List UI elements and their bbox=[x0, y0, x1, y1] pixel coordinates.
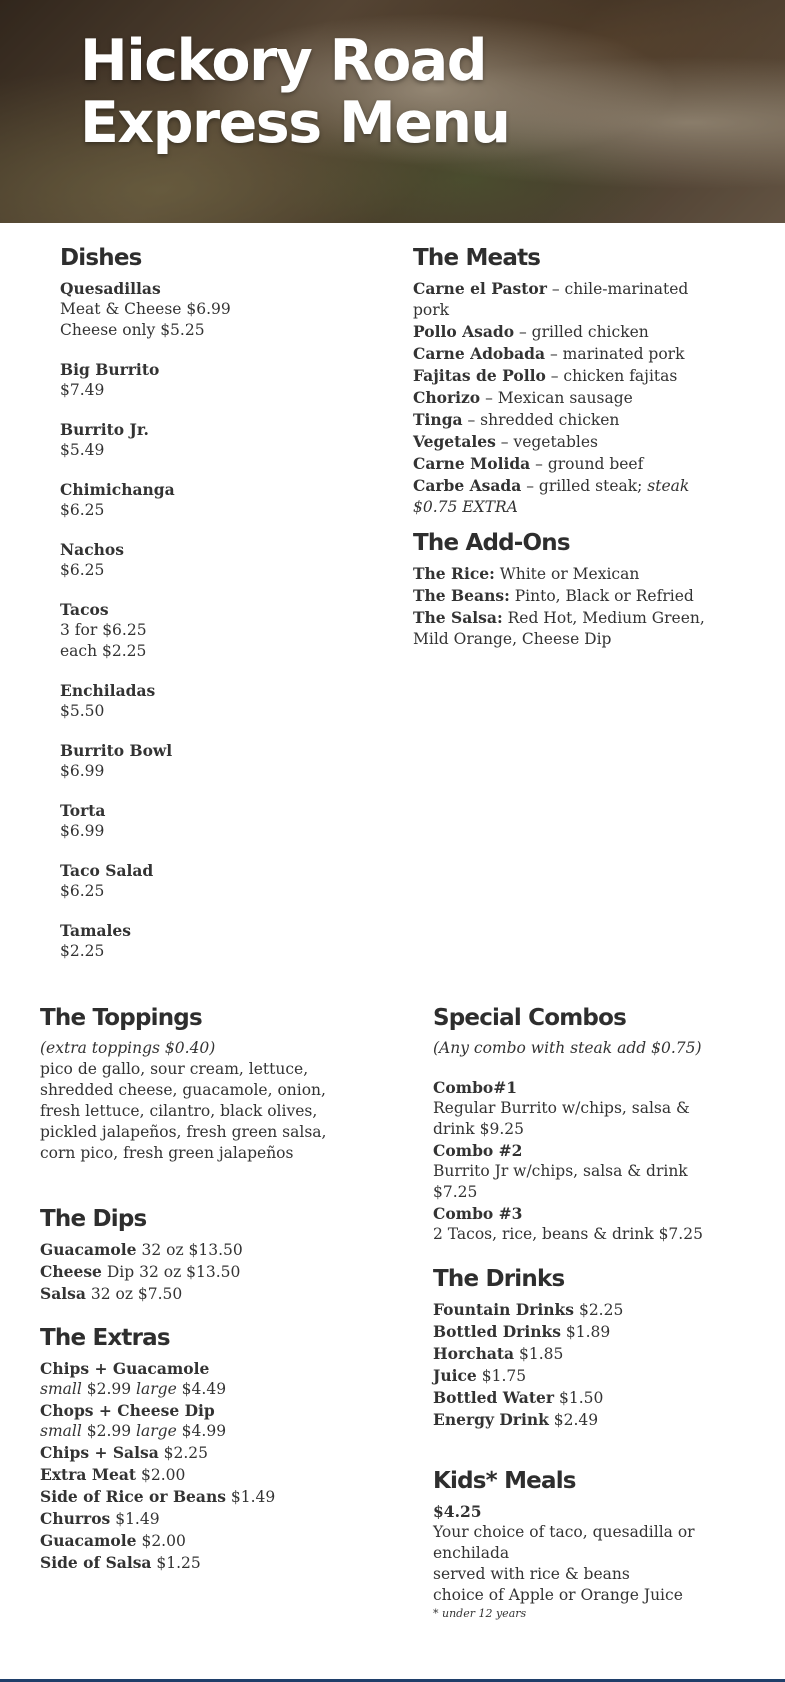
meat-name: Carbe Asada bbox=[413, 476, 522, 495]
meat-item bbox=[413, 387, 728, 409]
drink-name: Bottled Drinks bbox=[433, 1322, 561, 1341]
extras-heading: The Extras bbox=[40, 1325, 170, 1351]
meat-desc: – grilled chicken bbox=[514, 323, 649, 341]
drink-item bbox=[433, 1299, 733, 1321]
addon-desc: Pinto, Black or Refried bbox=[509, 587, 694, 605]
meat-name: Chorizo bbox=[413, 388, 481, 407]
extras-chips-guac-name: Chips + Guacamole bbox=[40, 1359, 210, 1378]
combos-heading: Special Combos bbox=[433, 1005, 626, 1031]
dip-desc: 32 oz $7.50 bbox=[85, 1285, 183, 1303]
drink-name: Horchata bbox=[433, 1344, 515, 1363]
combos-note: (Any combo with steak add $0.75) bbox=[433, 1039, 702, 1057]
meat-desc: – chicken fajitas bbox=[545, 367, 678, 385]
kids-lines bbox=[433, 1522, 733, 1606]
dish-name: Big Burrito bbox=[60, 360, 160, 379]
dip-desc: Dip 32 oz $13.50 bbox=[101, 1263, 241, 1281]
dish-price: $6.25 bbox=[60, 561, 105, 579]
dish-price: $6.99 bbox=[60, 822, 105, 840]
meats-heading: The Meats bbox=[413, 245, 541, 271]
meat-desc: – vegetables bbox=[495, 433, 598, 451]
drink-item bbox=[433, 1321, 733, 1343]
meat-item bbox=[413, 409, 728, 431]
drink-item bbox=[433, 1343, 733, 1365]
dish-name: Taco Salad bbox=[60, 861, 154, 880]
dish-price: $6.25 bbox=[60, 882, 105, 900]
meat-item bbox=[413, 365, 728, 387]
dish-item bbox=[60, 599, 380, 662]
extra-name: Churros bbox=[40, 1509, 111, 1528]
addon-desc: White or Mexican bbox=[494, 565, 640, 583]
dish-name: Chimichanga bbox=[60, 480, 175, 499]
meat-item bbox=[413, 343, 728, 365]
meats-section bbox=[413, 244, 728, 518]
combos-section bbox=[433, 1004, 733, 1245]
dish-name: Burrito Jr. bbox=[60, 420, 149, 439]
meat-desc: – chile-marinated pork bbox=[413, 280, 689, 319]
dish-price: each $2.25 bbox=[60, 642, 147, 660]
extra-name: Guacamole bbox=[40, 1531, 137, 1550]
drink-name: Energy Drink bbox=[433, 1410, 549, 1429]
kids-footnote: * under 12 years bbox=[433, 1607, 527, 1620]
extra-item bbox=[40, 1486, 360, 1508]
kids-heading: Kids* Meals bbox=[433, 1468, 576, 1494]
drink-item bbox=[433, 1409, 733, 1431]
addon-name: The Rice: bbox=[413, 564, 495, 583]
dish-item bbox=[60, 740, 380, 782]
drink-desc: $1.85 bbox=[514, 1345, 564, 1363]
extra-desc: $2.25 bbox=[158, 1444, 209, 1462]
dip-item bbox=[40, 1239, 360, 1261]
combo-desc: 2 Tacos, rice, beans & drink $7.25 bbox=[433, 1225, 703, 1243]
extra-name: Chips + Salsa bbox=[40, 1443, 159, 1462]
meat-item bbox=[413, 321, 728, 343]
meat-item bbox=[413, 475, 728, 518]
dish-item bbox=[60, 479, 380, 521]
combos-list bbox=[433, 1077, 733, 1245]
extra-desc: $1.49 bbox=[225, 1488, 276, 1506]
extras-list bbox=[40, 1442, 360, 1574]
dish-name: Enchiladas bbox=[60, 681, 156, 700]
drink-desc: $2.25 bbox=[574, 1301, 624, 1319]
dish-item bbox=[60, 359, 380, 401]
meat-name: Fajitas de Pollo bbox=[413, 366, 546, 385]
drink-desc: $1.50 bbox=[554, 1389, 604, 1407]
dip-name: Salsa bbox=[40, 1284, 86, 1303]
dip-desc: 32 oz $13.50 bbox=[136, 1241, 243, 1259]
toppings-section bbox=[40, 1004, 340, 1164]
dips-heading: The Dips bbox=[40, 1206, 147, 1232]
meat-item bbox=[413, 453, 728, 475]
dish-item bbox=[60, 800, 380, 842]
dish-item bbox=[60, 539, 380, 581]
drink-item bbox=[433, 1365, 733, 1387]
dish-name: Tacos bbox=[60, 600, 109, 619]
addon-desc: Red Hot, Medium Green, Mild Orange, Cheese Dip bbox=[413, 609, 705, 648]
addons-heading: The Add-Ons bbox=[413, 530, 570, 556]
extra-item bbox=[40, 1552, 360, 1574]
dish-price: $7.49 bbox=[60, 381, 105, 399]
meat-desc: – Mexican sausage bbox=[480, 389, 633, 407]
meat-item bbox=[413, 278, 728, 321]
dish-item bbox=[60, 278, 380, 341]
dish-item bbox=[60, 860, 380, 902]
toppings-note: (extra toppings $0.40) bbox=[40, 1039, 216, 1057]
addons-list bbox=[413, 563, 728, 650]
dip-name: Guacamole bbox=[40, 1240, 137, 1259]
meat-name: Carne Adobada bbox=[413, 344, 546, 363]
hero-banner bbox=[0, 0, 785, 223]
extra-item bbox=[40, 1464, 360, 1486]
meats-list bbox=[413, 278, 728, 518]
combo-name: Combo #2 bbox=[433, 1141, 523, 1160]
drink-item bbox=[433, 1387, 733, 1409]
dishes-list bbox=[60, 278, 380, 962]
dish-item bbox=[60, 680, 380, 722]
combo-name: Combo #3 bbox=[433, 1204, 523, 1223]
toppings-heading: The Toppings bbox=[40, 1005, 202, 1031]
drink-name: Bottled Water bbox=[433, 1388, 555, 1407]
extra-desc: $2.00 bbox=[136, 1466, 186, 1484]
toppings-list: pico de gallo, sour cream, lettuce, shredded cheese, guacamole, onion, fresh lettuce, cilantro, black olives, pickled jalapeños, fresh green salsa, corn pico, fresh green jalapeños bbox=[40, 1060, 327, 1162]
extras-chops-dip-prices: small $2.99 large $4.99 bbox=[40, 1422, 227, 1440]
drinks-list bbox=[433, 1299, 733, 1431]
drink-name: Juice bbox=[433, 1366, 477, 1385]
extras-chips-guac-prices: small $2.99 large $4.49 bbox=[40, 1380, 227, 1398]
dips-list bbox=[40, 1239, 360, 1305]
dips-section bbox=[40, 1205, 360, 1305]
dishes-section bbox=[60, 244, 380, 980]
addon-name: The Salsa: bbox=[413, 608, 503, 627]
kids-line: Your choice of taco, quesadilla or enchilada bbox=[433, 1523, 695, 1562]
drink-name: Fountain Drinks bbox=[433, 1300, 575, 1319]
dish-item bbox=[60, 920, 380, 962]
addon-item bbox=[413, 607, 728, 650]
extra-item bbox=[40, 1508, 360, 1530]
extra-desc: $2.00 bbox=[136, 1532, 186, 1550]
extra-desc: $1.49 bbox=[110, 1510, 160, 1528]
dish-price: $2.25 bbox=[60, 942, 105, 960]
dish-name: Quesadillas bbox=[60, 279, 161, 298]
combo-desc: Regular Burrito w/chips, salsa & drink $9.25 bbox=[433, 1099, 690, 1138]
menu-title: Hickory Road Express Menu bbox=[80, 28, 510, 156]
meat-name: Carne el Pastor bbox=[413, 279, 547, 298]
dip-item bbox=[40, 1261, 360, 1283]
dish-name: Nachos bbox=[60, 540, 124, 559]
kids-line: choice of Apple or Orange Juice bbox=[433, 1586, 683, 1604]
dish-price: $6.25 bbox=[60, 501, 105, 519]
drinks-heading: The Drinks bbox=[433, 1266, 565, 1292]
drinks-section bbox=[433, 1265, 733, 1431]
dish-price: Cheese only $5.25 bbox=[60, 321, 205, 339]
kids-price: $4.25 bbox=[433, 1502, 482, 1521]
meat-name: Tinga bbox=[413, 410, 463, 429]
meat-desc: – marinated pork bbox=[545, 345, 685, 363]
kids-section bbox=[433, 1467, 733, 1622]
dish-price: $6.99 bbox=[60, 762, 105, 780]
meat-extra: steak $0.75 EXTRA bbox=[413, 477, 690, 516]
meat-desc: – grilled steak; bbox=[521, 477, 648, 495]
extra-desc: $1.25 bbox=[151, 1554, 201, 1572]
dish-price: Meat & Cheese $6.99 bbox=[60, 300, 231, 318]
extras-section bbox=[40, 1324, 360, 1574]
dishes-heading: Dishes bbox=[60, 245, 142, 271]
extra-name: Side of Salsa bbox=[40, 1553, 152, 1572]
drink-desc: $1.89 bbox=[560, 1323, 611, 1341]
dip-name: Cheese bbox=[40, 1262, 102, 1281]
meat-name: Pollo Asado bbox=[413, 322, 515, 341]
drink-desc: $2.49 bbox=[548, 1411, 599, 1429]
meat-item bbox=[413, 431, 728, 453]
meat-name: Carne Molida bbox=[413, 454, 531, 473]
dish-item bbox=[60, 419, 380, 461]
dish-name: Burrito Bowl bbox=[60, 741, 173, 760]
addon-item bbox=[413, 563, 728, 585]
meat-name: Vegetales bbox=[413, 432, 496, 451]
addon-name: The Beans: bbox=[413, 586, 510, 605]
meat-desc: – shredded chicken bbox=[462, 411, 620, 429]
addon-item bbox=[413, 585, 728, 607]
drink-desc: $1.75 bbox=[476, 1367, 527, 1385]
extra-name: Extra Meat bbox=[40, 1465, 137, 1484]
dish-price: $5.49 bbox=[60, 441, 105, 459]
dip-item bbox=[40, 1283, 360, 1305]
extras-chops-dip-name: Chops + Cheese Dip bbox=[40, 1401, 215, 1420]
dish-name: Torta bbox=[60, 801, 106, 820]
combo-desc: Burrito Jr w/chips, salsa & drink $7.25 bbox=[433, 1162, 688, 1201]
dish-price: $5.50 bbox=[60, 702, 105, 720]
combo-name: Combo#1 bbox=[433, 1078, 518, 1097]
dish-price: 3 for $6.25 bbox=[60, 621, 147, 639]
extra-item bbox=[40, 1530, 360, 1552]
kids-line: served with rice & beans bbox=[433, 1565, 630, 1583]
extra-name: Side of Rice or Beans bbox=[40, 1487, 226, 1506]
dish-name: Tamales bbox=[60, 921, 132, 940]
extra-item bbox=[40, 1442, 360, 1464]
meat-desc: – ground beef bbox=[530, 455, 644, 473]
addons-section bbox=[413, 529, 728, 650]
